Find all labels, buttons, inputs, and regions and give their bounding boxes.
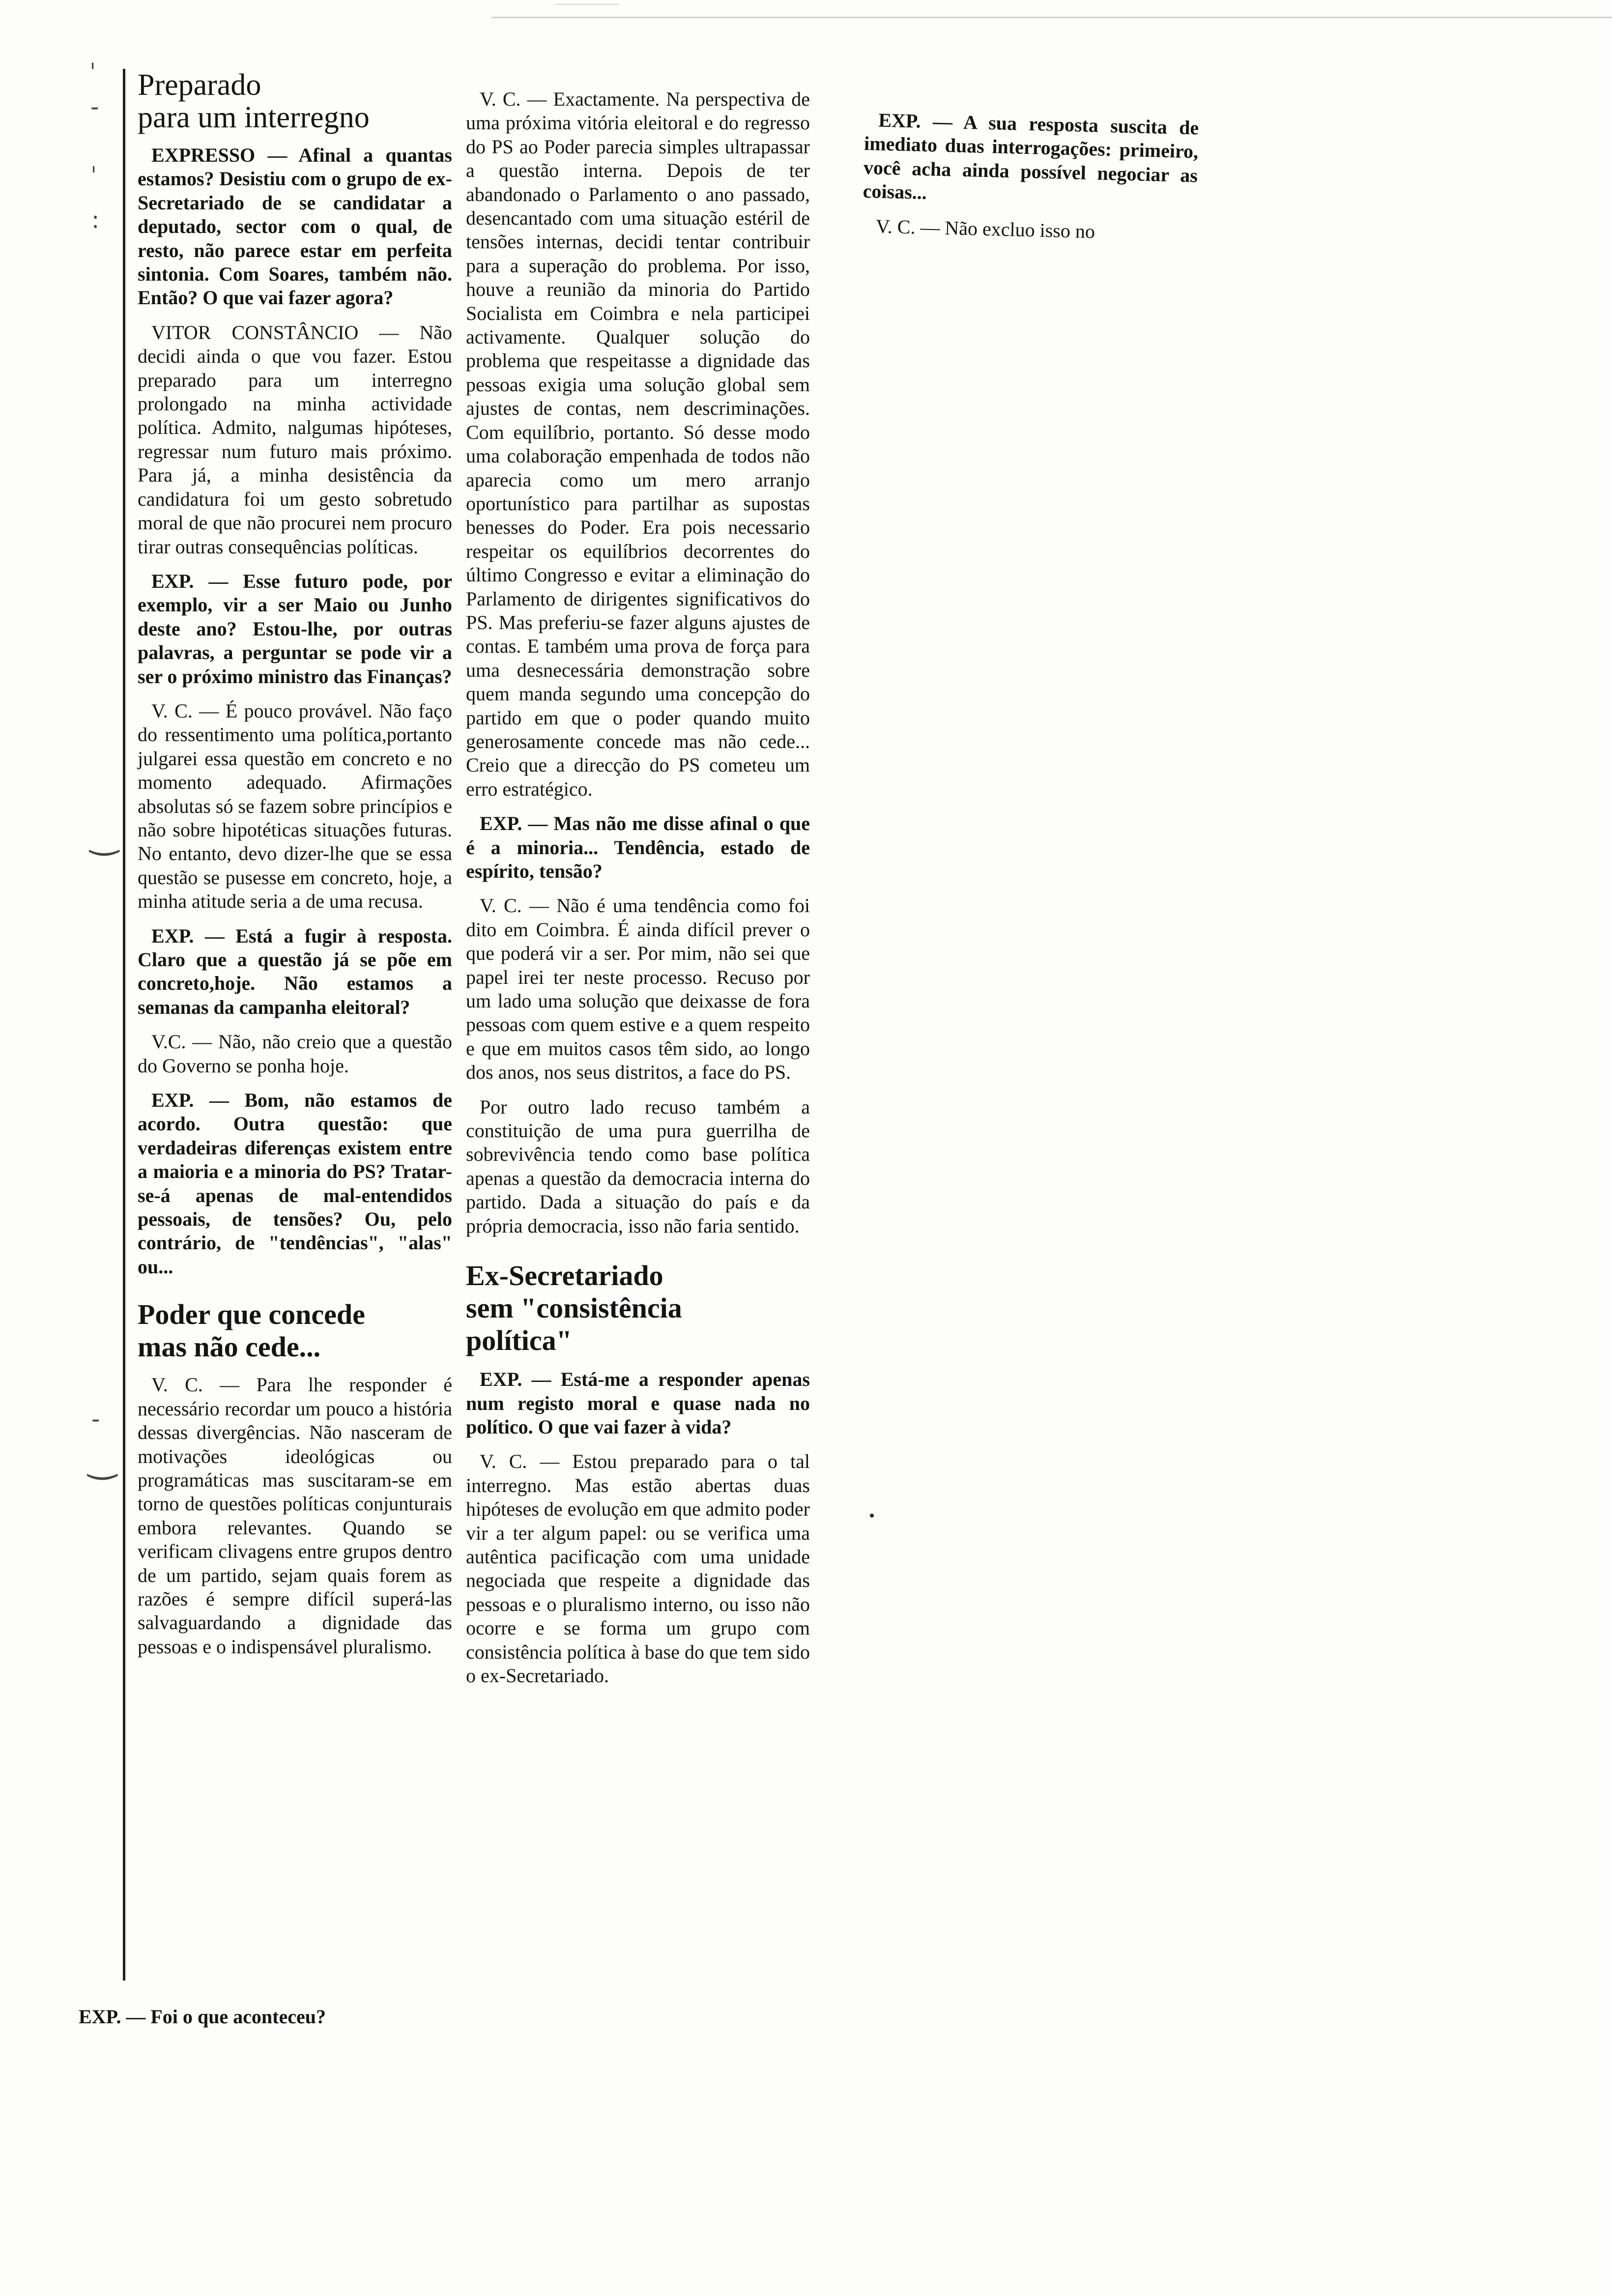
paragraph: EXPRESSO — Afinal a quantas estamos? Desistiu com o grupo de ex-Secretariado de se candidatar a deputado, sector com o qual, de resto, não parece estar em perfeita sintonia. Com Soares, também não. Então? O que vai fazer agora? xyxy=(138,144,452,309)
paragraph: V. C. — Não excluo isso no xyxy=(875,215,1095,243)
paragraph: V. C. — É pouco provável. Não faço do ressentimento uma política,portanto julgarei essa questão em concreto e no momento adequado. Afirmações absolutas só se fazem sobre princípios e não sobre hipotéticas situações futuras. No entanto, devo dizer-lhe que se essa questão se pusesse em concreto, hoje, a minha atitude seria a de uma recusa. xyxy=(138,699,452,913)
paragraph: V. C. — Estou preparado para o tal interregno. Mas estão abertas duas hipóteses de evolução em que admito poder vir a ter algum papel: ou se verifica uma autêntica pacificação com uma unidade negociada que respeite a dignidade das pessoas e o pluralismo interno, ou isso não ocorre e se forma um grupo com consistência política à base do que tem sido o ex-Secretariado. xyxy=(466,1450,810,1687)
subheading-line: mas não cede... xyxy=(138,1331,321,1363)
paragraph: V. C. — Não é uma tendência como foi dito em Coimbra. É ainda difícil prever o que poderá vir a ser. Por mim, não sei que papel irei ter neste processo. Recuso por um lado uma solução que deixasse de fora pessoas com quem estive e a quem respeito e que em muitos casos têm sido, ao longo dos anos, nos seus distritos, a face do PS. xyxy=(466,894,810,1084)
paragraph: EXP. — Está a fugir à resposta. Claro que a questão já se põe em concreto,hoje. Não estamos a semanas da campanha eleitoral? xyxy=(138,924,452,1018)
column-1-tail-question: EXP. — Foi o que aconteceu? xyxy=(79,2006,326,2028)
paragraph: EXP. — Mas não me disse afinal o que é a minoria... Tendência, estado de espírito, tensão? xyxy=(466,812,810,882)
headline-line: para um interregno xyxy=(138,101,370,134)
paragraph: VITOR CONSTÂNCIO — Não decidi ainda o que vou fazer. Estou preparado para um interregno prolongado na minha actividade política. Admito, nalgumas hipóteses, regressar num futuro mais próximo. Para já, a minha desistência da candidatura foi um gesto sobretudo moral de que não procurei nem procuro tirar outras consequências políticas. xyxy=(138,321,452,558)
subheading-ex-secretariado xyxy=(466,1260,810,1357)
margin-mark: - xyxy=(90,93,99,121)
paragraph: Por outro lado recuso também a constituição de uma pura guerrilha de sobrevivência tendo como base política apenas a questão da democracia interna do partido. Dada a situação do país e da própria democracia, isso não faria sentido. xyxy=(466,1095,810,1237)
column-rule xyxy=(123,69,125,1980)
column-1-paragraphs xyxy=(138,144,452,1279)
scan-speck xyxy=(870,1514,874,1518)
paragraph: EXP. — Bom, não estamos de acordo. Outra questão: que verdadeiras diferenças existem entre a maioria e a minoria do PS? Tratar-se-á apenas de mal-entendidos pessoais, de tensões? Ou, pelo contrário, de "tendências", "alas" ou... xyxy=(138,1089,452,1278)
paragraph: EXP. — A sua resposta suscita de imediato duas interrogações: primeiro, você acha ainda possível negociar as coisas... xyxy=(863,109,1199,204)
column-3 xyxy=(862,108,1199,246)
paragraph: EXP. — Está-me a responder apenas num registo moral e quase nada no político. O que vai fazer à vida? xyxy=(466,1368,810,1438)
paragraph: V. C. — Para lhe responder é necessário recordar um pouco a história dessas divergências. Não nasceram de motivações ideológicas ou programáticas mas suscitaram-se em torno de questões políticas conjunturais embora relevantes. Quando se verificam clivagens entre grupos dentro de um partido, sejam quais forem as razões é sempre difícil superá-las salvaguardando a dignidade das pessoas e o indispensável pluralismo. xyxy=(138,1374,452,1658)
headline-line: Preparado xyxy=(138,68,261,102)
margin-mark: ‿ xyxy=(90,816,118,856)
column-1 xyxy=(138,69,452,1659)
subheading-line: sem "consistência xyxy=(466,1292,682,1324)
paragraph: EXP. — Esse futuro pode, por exemplo, vir a ser Maio ou Junho deste ano? Estou-lhe, por outras palavras, a perguntar se pode vir a ser o próximo ministro das Finanças? xyxy=(138,570,452,688)
subheading-line: política" xyxy=(466,1324,572,1357)
paragraph: V.C. — Não, não creio que a questão do Governo se ponha hoje. xyxy=(138,1031,452,1077)
column-1-paragraphs-b xyxy=(138,1373,452,1659)
subheading-line: Ex-Secretariado xyxy=(466,1260,663,1292)
subheading-poder xyxy=(138,1298,452,1363)
headline-1 xyxy=(138,69,452,134)
margin-mark: : xyxy=(91,206,100,234)
margin-mark: ˈ xyxy=(89,59,96,86)
column-2 xyxy=(466,87,810,1688)
column-2-paragraphs xyxy=(466,87,810,1238)
margin-mark: - xyxy=(91,1406,100,1433)
paragraph: V. C. — Exactamente. Na perspectiva de uma próxima vitória eleitoral e do regresso do PS ao Poder parecia simples ultrapassar a questão interna. Depois de ter abandonado o Parlamento o ano passado, desencantado com uma situação estéril de tensões internas, decidi tentar contribuir para a superação do problema. Por isso, houve a reunião da minoria do Partido Socialista em Coimbra e nela participei activamente. Qualquer solução do problema que respeitasse a dignidade das pessoas exigia uma solução global sem ajustes de contas, nem descriminações. Com equilíbrio, portanto. Só desse modo uma colaboração empenhada de todos não aparecia como um mero arranjo oportunístico para partilhar as supostas benesses do Poder. Era pois necessario respeitar os equilíbrios decorrentes do último Congresso e evitar a eliminação do Parlamento de dirigentes significativos do PS. Mas preferiu-se fazer alguns ajustes de contas. E também uma prova de força para uma desnecessária demonstração sobre quem manda segundo uma concepção do partido em que o poder quando muito generosamente concede mas não cede... Creio que a direcção do PS cometeu um erro estratégico. xyxy=(466,88,810,800)
margin-mark: ‿ xyxy=(88,1440,116,1480)
column-2-paragraphs-b xyxy=(466,1368,810,1688)
page-top-rule xyxy=(491,17,1612,18)
column-3-paragraphs xyxy=(862,108,1199,246)
subheading-line: Poder que concede xyxy=(138,1298,365,1331)
scan-artifact-line xyxy=(555,4,619,5)
margin-mark: ˌ xyxy=(90,147,97,175)
